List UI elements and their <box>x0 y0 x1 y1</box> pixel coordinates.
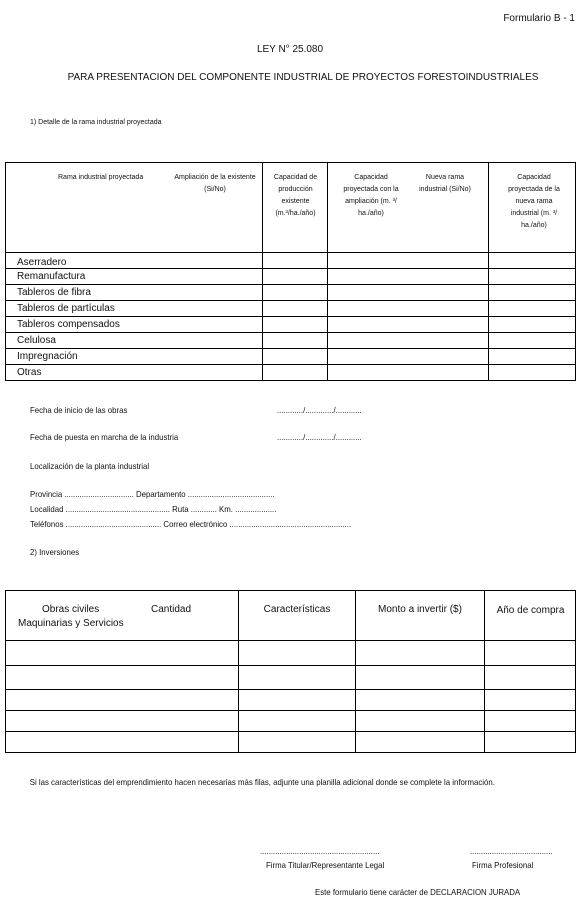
input-cell[interactable] <box>489 365 576 381</box>
signature-label-profesional: Firma Profesional <box>472 860 534 870</box>
input-cell[interactable] <box>489 269 576 285</box>
table-row <box>6 317 576 333</box>
input-cell[interactable] <box>489 253 576 269</box>
table-row <box>6 285 576 301</box>
table-row <box>6 253 576 269</box>
header-maquinarias: Maquinarias y Servicios <box>18 618 124 629</box>
table-row <box>6 301 576 317</box>
input-cell[interactable] <box>485 732 576 753</box>
law-title: LEY N° 25.080 <box>256 44 324 55</box>
form-code: Formulario B - 1 <box>503 13 575 24</box>
input-cell[interactable] <box>356 711 485 732</box>
fecha-marcha-field[interactable]: ............/............./............ <box>277 432 362 442</box>
input-cell[interactable] <box>263 317 328 333</box>
input-cell[interactable] <box>263 253 328 269</box>
input-cell[interactable] <box>239 641 356 666</box>
provincia-line[interactable]: Provincia ................................ Departamento ........................................ <box>30 489 275 499</box>
input-cell[interactable] <box>485 690 576 711</box>
header-capacidad-existente-cell <box>263 163 328 253</box>
fecha-marcha-label: Fecha de puesta en marcha de la industria <box>30 432 179 442</box>
section2-heading: 2) Inversiones <box>30 547 80 557</box>
input-cell[interactable] <box>489 317 576 333</box>
section1-heading: 1) Detalle de la rama industrial proyectada <box>30 119 162 126</box>
header-cantidad: Cantidad <box>151 604 192 615</box>
industrial-branch-table <box>5 162 576 381</box>
input-cell[interactable] <box>328 317 489 333</box>
row-label: Otras <box>6 365 263 381</box>
input-cell[interactable] <box>328 349 489 365</box>
input-cell[interactable] <box>263 269 328 285</box>
signature-label-titular: Firma Titular/Representante Legal <box>266 860 385 870</box>
telefonos-line[interactable]: Teléfonos ............................................ Correo electrónico ........................................................ <box>30 519 352 529</box>
header-capacidad-nueva-cell <box>489 163 576 253</box>
header-capacidad-existente: Capacidad de producción existente (m.³/ha./año) <box>273 174 318 217</box>
input-cell[interactable] <box>239 690 356 711</box>
input-cell[interactable] <box>485 666 576 690</box>
table-row <box>6 349 576 365</box>
localidad-line[interactable]: Localidad ................................................ Ruta ............ Km. ................... <box>30 504 277 514</box>
input-cell[interactable] <box>328 253 489 269</box>
investments-table <box>5 590 576 753</box>
row-label: Tableros de fibra <box>6 285 263 301</box>
header-capacidad-ampliacion: Capacidad proyectada con la ampliación (m. ³/ ha./año) <box>343 174 399 217</box>
table-row <box>6 732 576 753</box>
table-row <box>6 690 576 711</box>
input-cell[interactable] <box>489 349 576 365</box>
input-cell[interactable] <box>489 333 576 349</box>
input-cell[interactable] <box>356 641 485 666</box>
footer-declaracion: Este formulario tiene carácter de DECLARACION JURADA <box>315 887 521 897</box>
table-row <box>6 365 576 381</box>
input-cell[interactable] <box>239 711 356 732</box>
input-cell[interactable] <box>263 349 328 365</box>
row-label: Aserradero <box>6 253 263 269</box>
input-cell[interactable] <box>263 301 328 317</box>
input-cell[interactable] <box>489 301 576 317</box>
input-cell[interactable] <box>6 641 239 666</box>
input-cell[interactable] <box>356 666 485 690</box>
input-cell[interactable] <box>356 732 485 753</box>
input-cell[interactable] <box>489 285 576 301</box>
input-cell[interactable] <box>485 711 576 732</box>
row-label: Celulosa <box>6 333 263 349</box>
header-obras: Obras civiles <box>42 604 100 615</box>
input-cell[interactable] <box>328 285 489 301</box>
signature-line-1: ....................................................... <box>260 846 380 856</box>
input-cell[interactable] <box>6 666 239 690</box>
input-cell[interactable] <box>263 333 328 349</box>
fecha-inicio-field[interactable]: ............/............./............ <box>277 405 362 415</box>
table-row <box>6 641 576 666</box>
header-anio: Año de compra <box>496 605 565 616</box>
localizacion-heading: Localización de la planta industrial <box>30 461 150 471</box>
table-row <box>6 666 576 690</box>
header-capacidad-nueva: Capacidad proyectada de la nueva rama industrial (m. ³/ ha./año) <box>508 174 560 229</box>
header-caracteristicas: Características <box>239 591 356 641</box>
table-row <box>6 269 576 285</box>
header-anio-cell <box>485 591 576 641</box>
header-nueva-rama: Nueva rama industrial (Si/No) <box>419 174 471 193</box>
table-row <box>6 333 576 349</box>
row-label: Remanufactura <box>6 269 263 285</box>
header-ampliacion-nueva-cell <box>328 163 489 253</box>
note-paragraph: Si las características del emprendimiento hacen necesarias más filas, adjunte una planilla adicional donde se complete la información. <box>29 777 495 787</box>
input-cell[interactable] <box>356 690 485 711</box>
signature-line-2: ...................................... <box>470 846 553 856</box>
row-label: Tableros de partículas <box>6 301 263 317</box>
input-cell[interactable] <box>485 641 576 666</box>
header-rama-ampliacion <box>6 163 263 253</box>
header-obras-cell <box>6 591 239 641</box>
table-row <box>6 711 576 732</box>
input-cell[interactable] <box>263 365 328 381</box>
header-rama: Rama industrial proyectada <box>58 174 144 181</box>
input-cell[interactable] <box>328 301 489 317</box>
input-cell[interactable] <box>328 269 489 285</box>
input-cell[interactable] <box>328 333 489 349</box>
fecha-inicio-label: Fecha de inicio de las obras <box>30 405 128 415</box>
header-monto: Monto a invertir ($) <box>356 591 485 641</box>
input-cell[interactable] <box>239 666 356 690</box>
input-cell[interactable] <box>6 690 239 711</box>
input-cell[interactable] <box>328 365 489 381</box>
input-cell[interactable] <box>263 285 328 301</box>
input-cell[interactable] <box>6 732 239 753</box>
row-label: Impregnación <box>6 349 263 365</box>
input-cell[interactable] <box>239 732 356 753</box>
input-cell[interactable] <box>6 711 239 732</box>
row-label: Tableros compensados <box>6 317 263 333</box>
page-title: PARA PRESENTACION DEL COMPONENTE INDUSTRIAL DE PROYECTOS FORESTOINDUSTRIALES <box>67 72 539 83</box>
header-ampliacion: Ampliación de la existente (Si/No) <box>174 174 256 193</box>
